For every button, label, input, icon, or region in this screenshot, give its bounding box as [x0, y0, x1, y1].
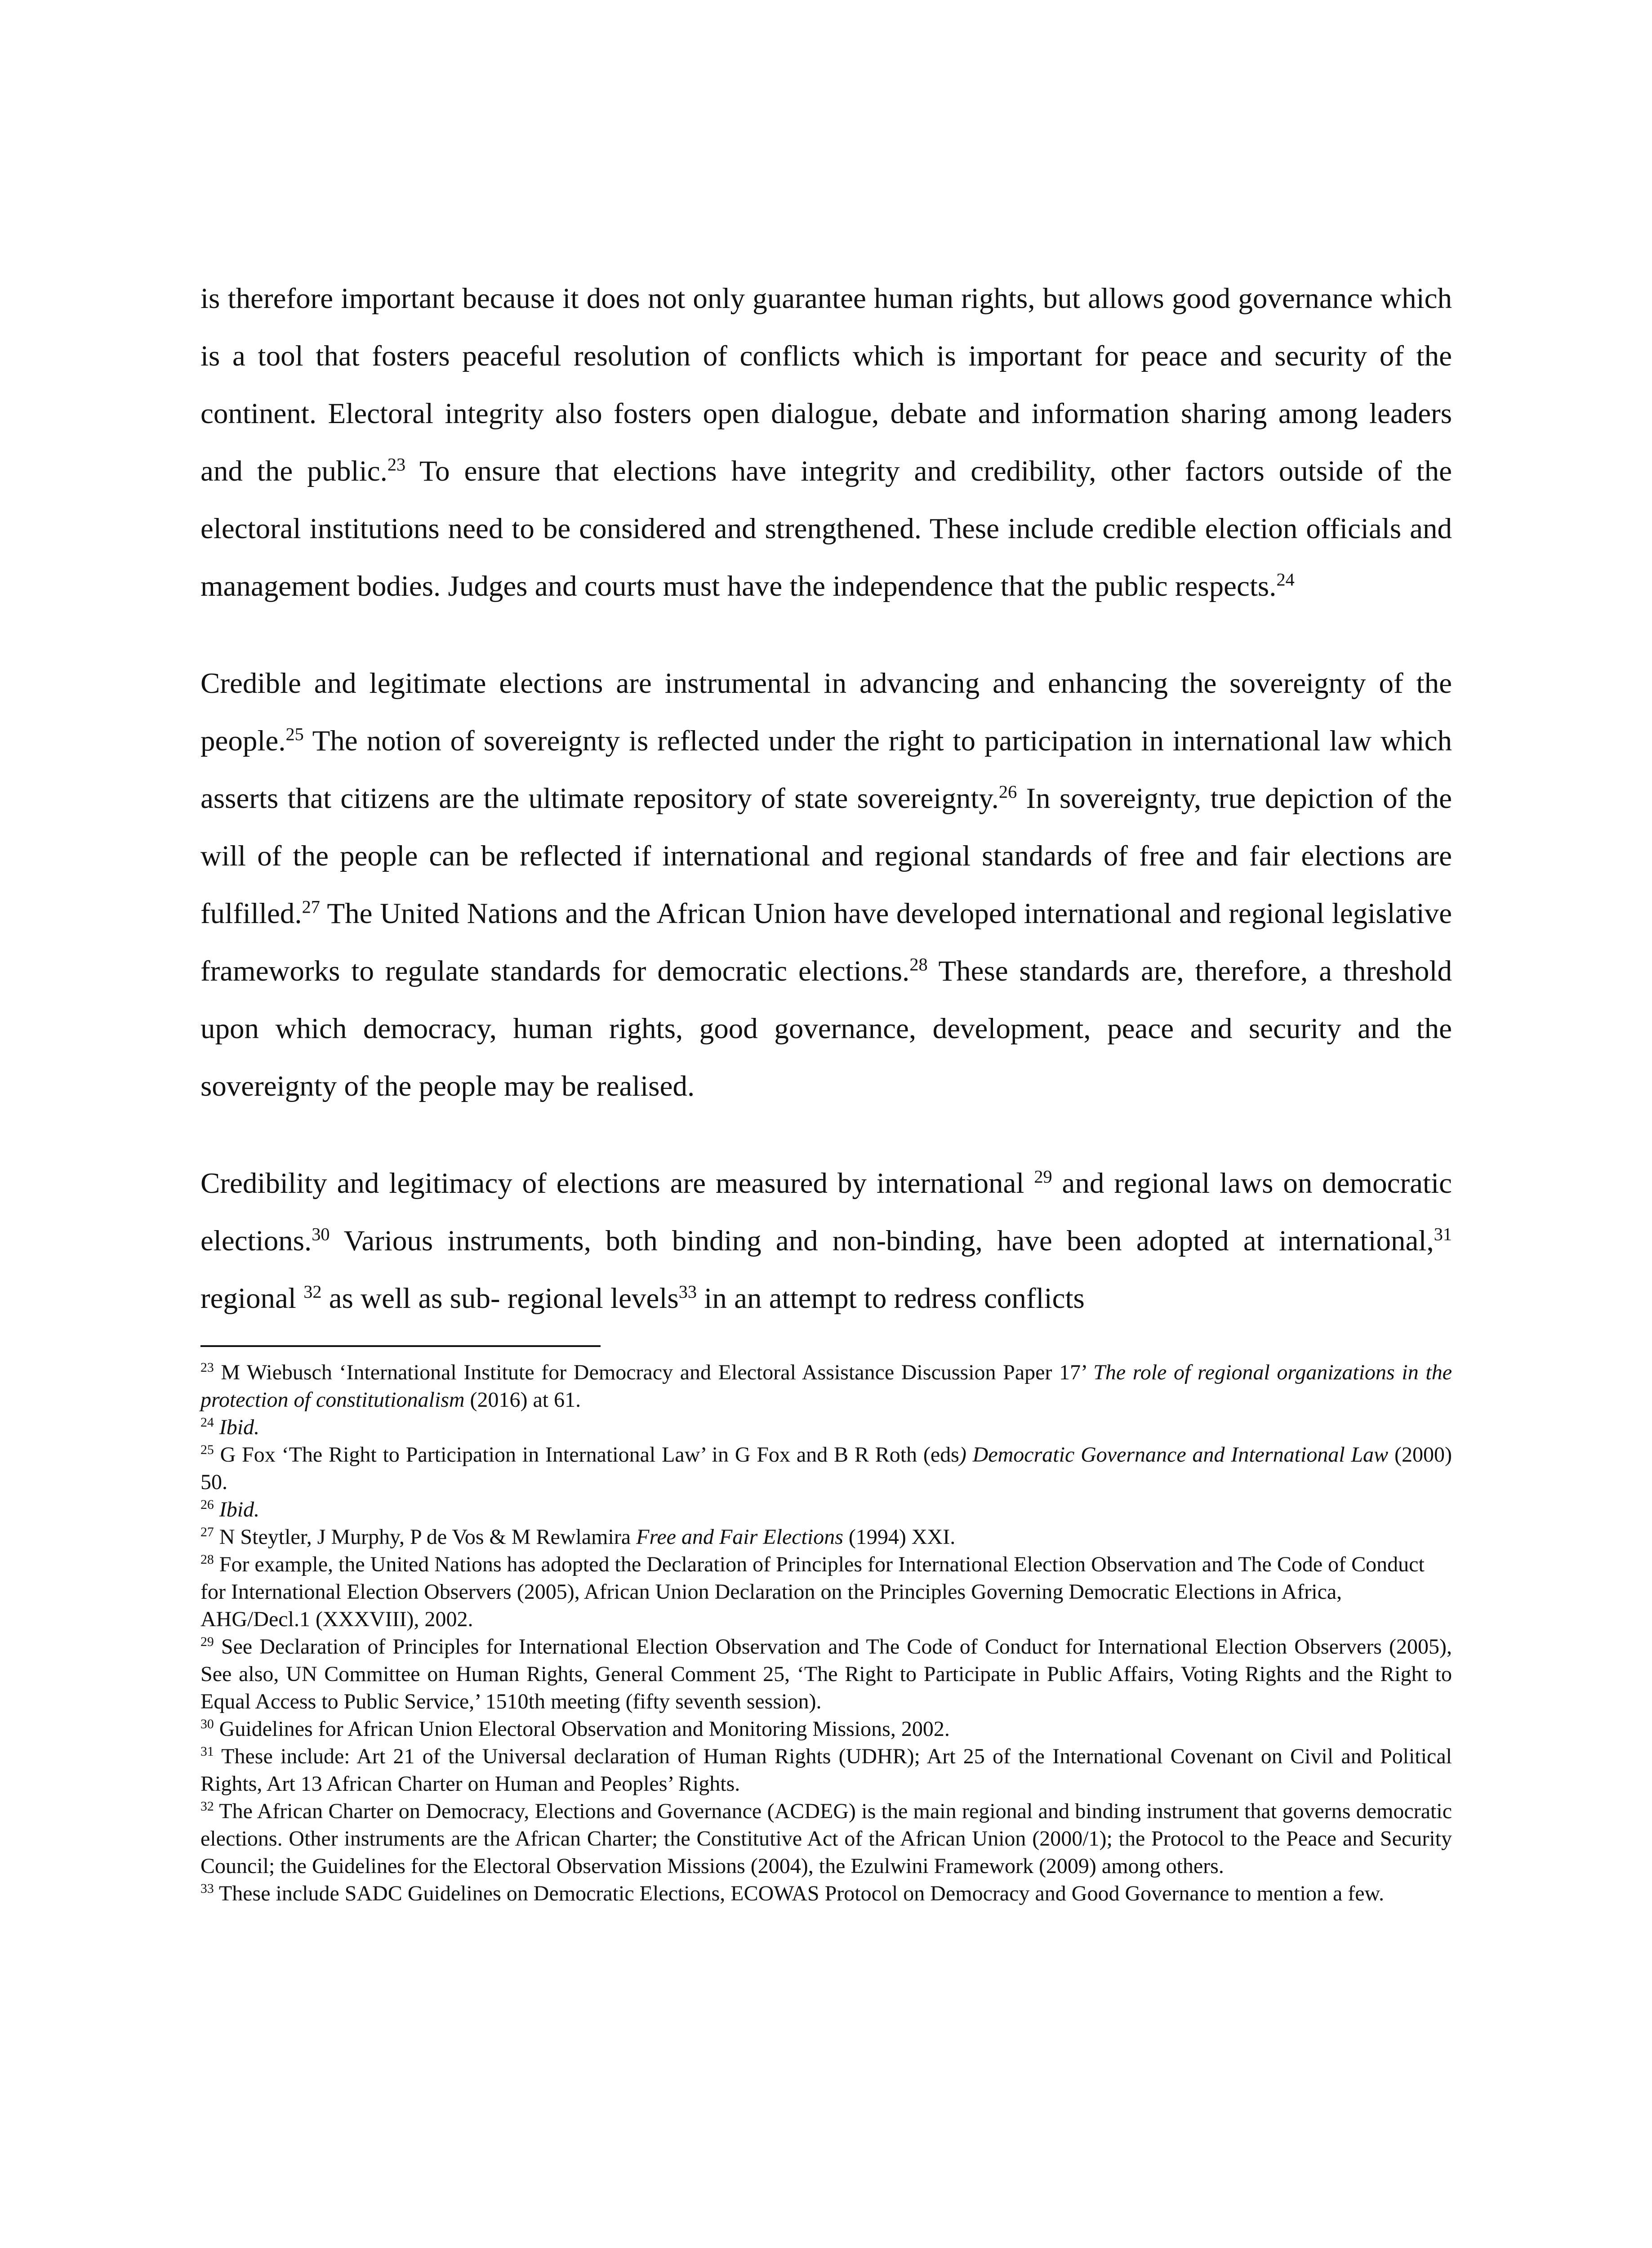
paragraph-text: Various instruments, both binding and non-binding, have been adopted at international, [330, 1225, 1434, 1257]
footnote-number: 24 [200, 1415, 214, 1430]
footnote-25 [200, 1441, 1452, 1496]
footnote-title: Ibid. [219, 1415, 260, 1439]
footnote-text: (2000) 50. [200, 1443, 1452, 1494]
footnote-separator [200, 1345, 601, 1347]
paragraph-text: regional [200, 1282, 304, 1315]
paragraph-text: The United Nations and the African Union have developed international and regional legislative frameworks to regulate standards for democratic elections. [200, 897, 1452, 987]
body-paragraph-3 [200, 1155, 1452, 1327]
footnote-title: The role of regional organizations in the protection of constitutionalism [200, 1360, 1452, 1412]
footnote-reference-28[interactable]: 28 [909, 954, 928, 975]
footnote-reference-30[interactable]: 30 [312, 1224, 330, 1244]
footnote-reference-27[interactable]: 27 [302, 897, 320, 917]
footnote-number: 33 [200, 1881, 214, 1896]
footnote-number: 23 [200, 1360, 214, 1375]
paragraph-text: Credible and legitimate elections are instrumental in advancing and enhancing the sovereignty of the people. [200, 667, 1452, 757]
footnote-title: ) Democratic Governance and International Law [959, 1443, 1389, 1467]
footnote-text: N Steytler, J Murphy, P de Vos & M Rewlamira [214, 1525, 637, 1549]
footnote-reference-25[interactable]: 25 [285, 724, 304, 745]
footnote-number: 26 [200, 1497, 214, 1512]
footnote-31 [200, 1743, 1452, 1798]
footnote-30 [200, 1715, 1452, 1743]
footnote-text: For example, the United Nations has adopted the Declaration of Principles for International Election Observation and The Code of Conduct for International Election Observers (2005), African Union Declaration on the Principles Governing Democratic Elections in Africa, AHG/Decl.1 (XXXVIII), 2002. [200, 1552, 1425, 1631]
footnote-title: Ibid. [219, 1498, 260, 1521]
footnote-text: G Fox ‘The Right to Participation in International Law’ in G Fox and B R Roth (eds [214, 1443, 959, 1467]
paragraph-text: is therefore important because it does not only guarantee human rights, but allows good governance which is a tool that fosters peaceful resolution of conflicts which is important for peace and security of the continent. Electoral integrity also fosters open dialogue, debate and information sharing among leaders and the public. [200, 282, 1452, 487]
footnote-text: Guidelines for African Union Electoral Observation and Monitoring Missions, 2002. [214, 1717, 950, 1741]
footnote-reference-29[interactable]: 29 [1034, 1166, 1052, 1187]
footnote-number: 31 [200, 1744, 214, 1759]
document-page [200, 270, 1452, 1907]
paragraph-text: and regional laws on democratic elections. [200, 1167, 1452, 1257]
footnote-number: 28 [200, 1552, 214, 1567]
footnote-reference-31[interactable]: 31 [1434, 1224, 1452, 1244]
footnote-text: These include SADC Guidelines on Democratic Elections, ECOWAS Protocol on Democracy and Good Governance to mention a few. [214, 1882, 1385, 1905]
footnote-text: See Declaration of Principles for International Election Observation and The Code of Conduct for International Election Observers (2005), See also, UN Committee on Human Rights, General Comment 25, ‘The Right to Participate in Public Affairs, Voting Rights and the Right to Equal Access to Public Service,’ 1510th meeting (fifty seventh session). [200, 1635, 1452, 1713]
footnote-number: 30 [200, 1717, 214, 1731]
footnote-reference-24[interactable]: 24 [1276, 569, 1295, 590]
footnote-29 [200, 1633, 1452, 1715]
footnote-text: M Wiebusch ‘International Institute for Democracy and Electoral Assistance Discussion Paper 17’ [214, 1360, 1094, 1384]
paragraph-text: These standards are, therefore, a threshold upon which democracy, human rights, good governance, development, peace and security and the sovereignty of the people may be realised. [200, 955, 1452, 1102]
footnote-27 [200, 1523, 1452, 1551]
footnote-26 [200, 1496, 1452, 1523]
footnote-number: 29 [200, 1634, 214, 1649]
footnote-number: 27 [200, 1525, 214, 1539]
body-paragraph-1 [200, 270, 1452, 615]
footnote-32 [200, 1798, 1452, 1880]
footnote-reference-26[interactable]: 26 [998, 781, 1017, 802]
paragraph-text: Credibility and legitimacy of elections are measured by international [200, 1167, 1034, 1200]
footnote-reference-23[interactable]: 23 [387, 454, 406, 475]
footnote-number: 32 [200, 1799, 214, 1814]
body-paragraph-2 [200, 655, 1452, 1115]
footnote-text: The African Charter on Democracy, Elections and Governance (ACDEG) is the main regional and binding instrument that governs democratic elections. Other instruments are the African Charter; the Constitutive Act of the African Union (2000/1); the Protocol to the Peace and Security Council; the Guidelines for the Electoral Observation Missions (2004), the Ezulwini Framework (2009) among others. [200, 1799, 1452, 1878]
footnote-23 [200, 1359, 1452, 1414]
paragraph-text: in an attempt to redress conflicts [697, 1282, 1085, 1315]
footnotes-section [200, 1359, 1452, 1907]
footnote-33 [200, 1880, 1452, 1907]
paragraph-text: In sovereignty, true depiction of the will of the people can be reflected if international and regional standards of free and fair elections are fulfilled. [200, 782, 1452, 930]
paragraph-text: The notion of sovereignty is reflected under the right to participation in international law which asserts that citizens are the ultimate repository of state sovereignty. [200, 725, 1452, 815]
paragraph-text: To ensure that elections have integrity and credibility, other factors outside of the electoral institutions need to be considered and strengthened. These include credible election officials and management bodies. Judges and courts must have the independence that the public respects. [200, 455, 1452, 602]
footnote-28 [200, 1551, 1452, 1633]
footnote-24 [200, 1414, 1452, 1441]
footnote-text: (2016) at 61. [464, 1388, 581, 1412]
footnote-reference-33[interactable]: 33 [678, 1281, 697, 1302]
footnote-text: These include: Art 21 of the Universal declaration of Human Rights (UDHR); Art 25 of the International Covenant on Civil and Political Rights, Art 13 African Charter on Human and Peoples’ Rights. [200, 1744, 1452, 1796]
footnote-number: 25 [200, 1442, 214, 1457]
footnote-reference-32[interactable]: 32 [303, 1281, 322, 1302]
footnote-title: Free and Fair Elections [636, 1525, 843, 1549]
footnote-text: (1994) XXI. [843, 1525, 956, 1549]
paragraph-text: as well as sub- regional levels [321, 1282, 679, 1315]
